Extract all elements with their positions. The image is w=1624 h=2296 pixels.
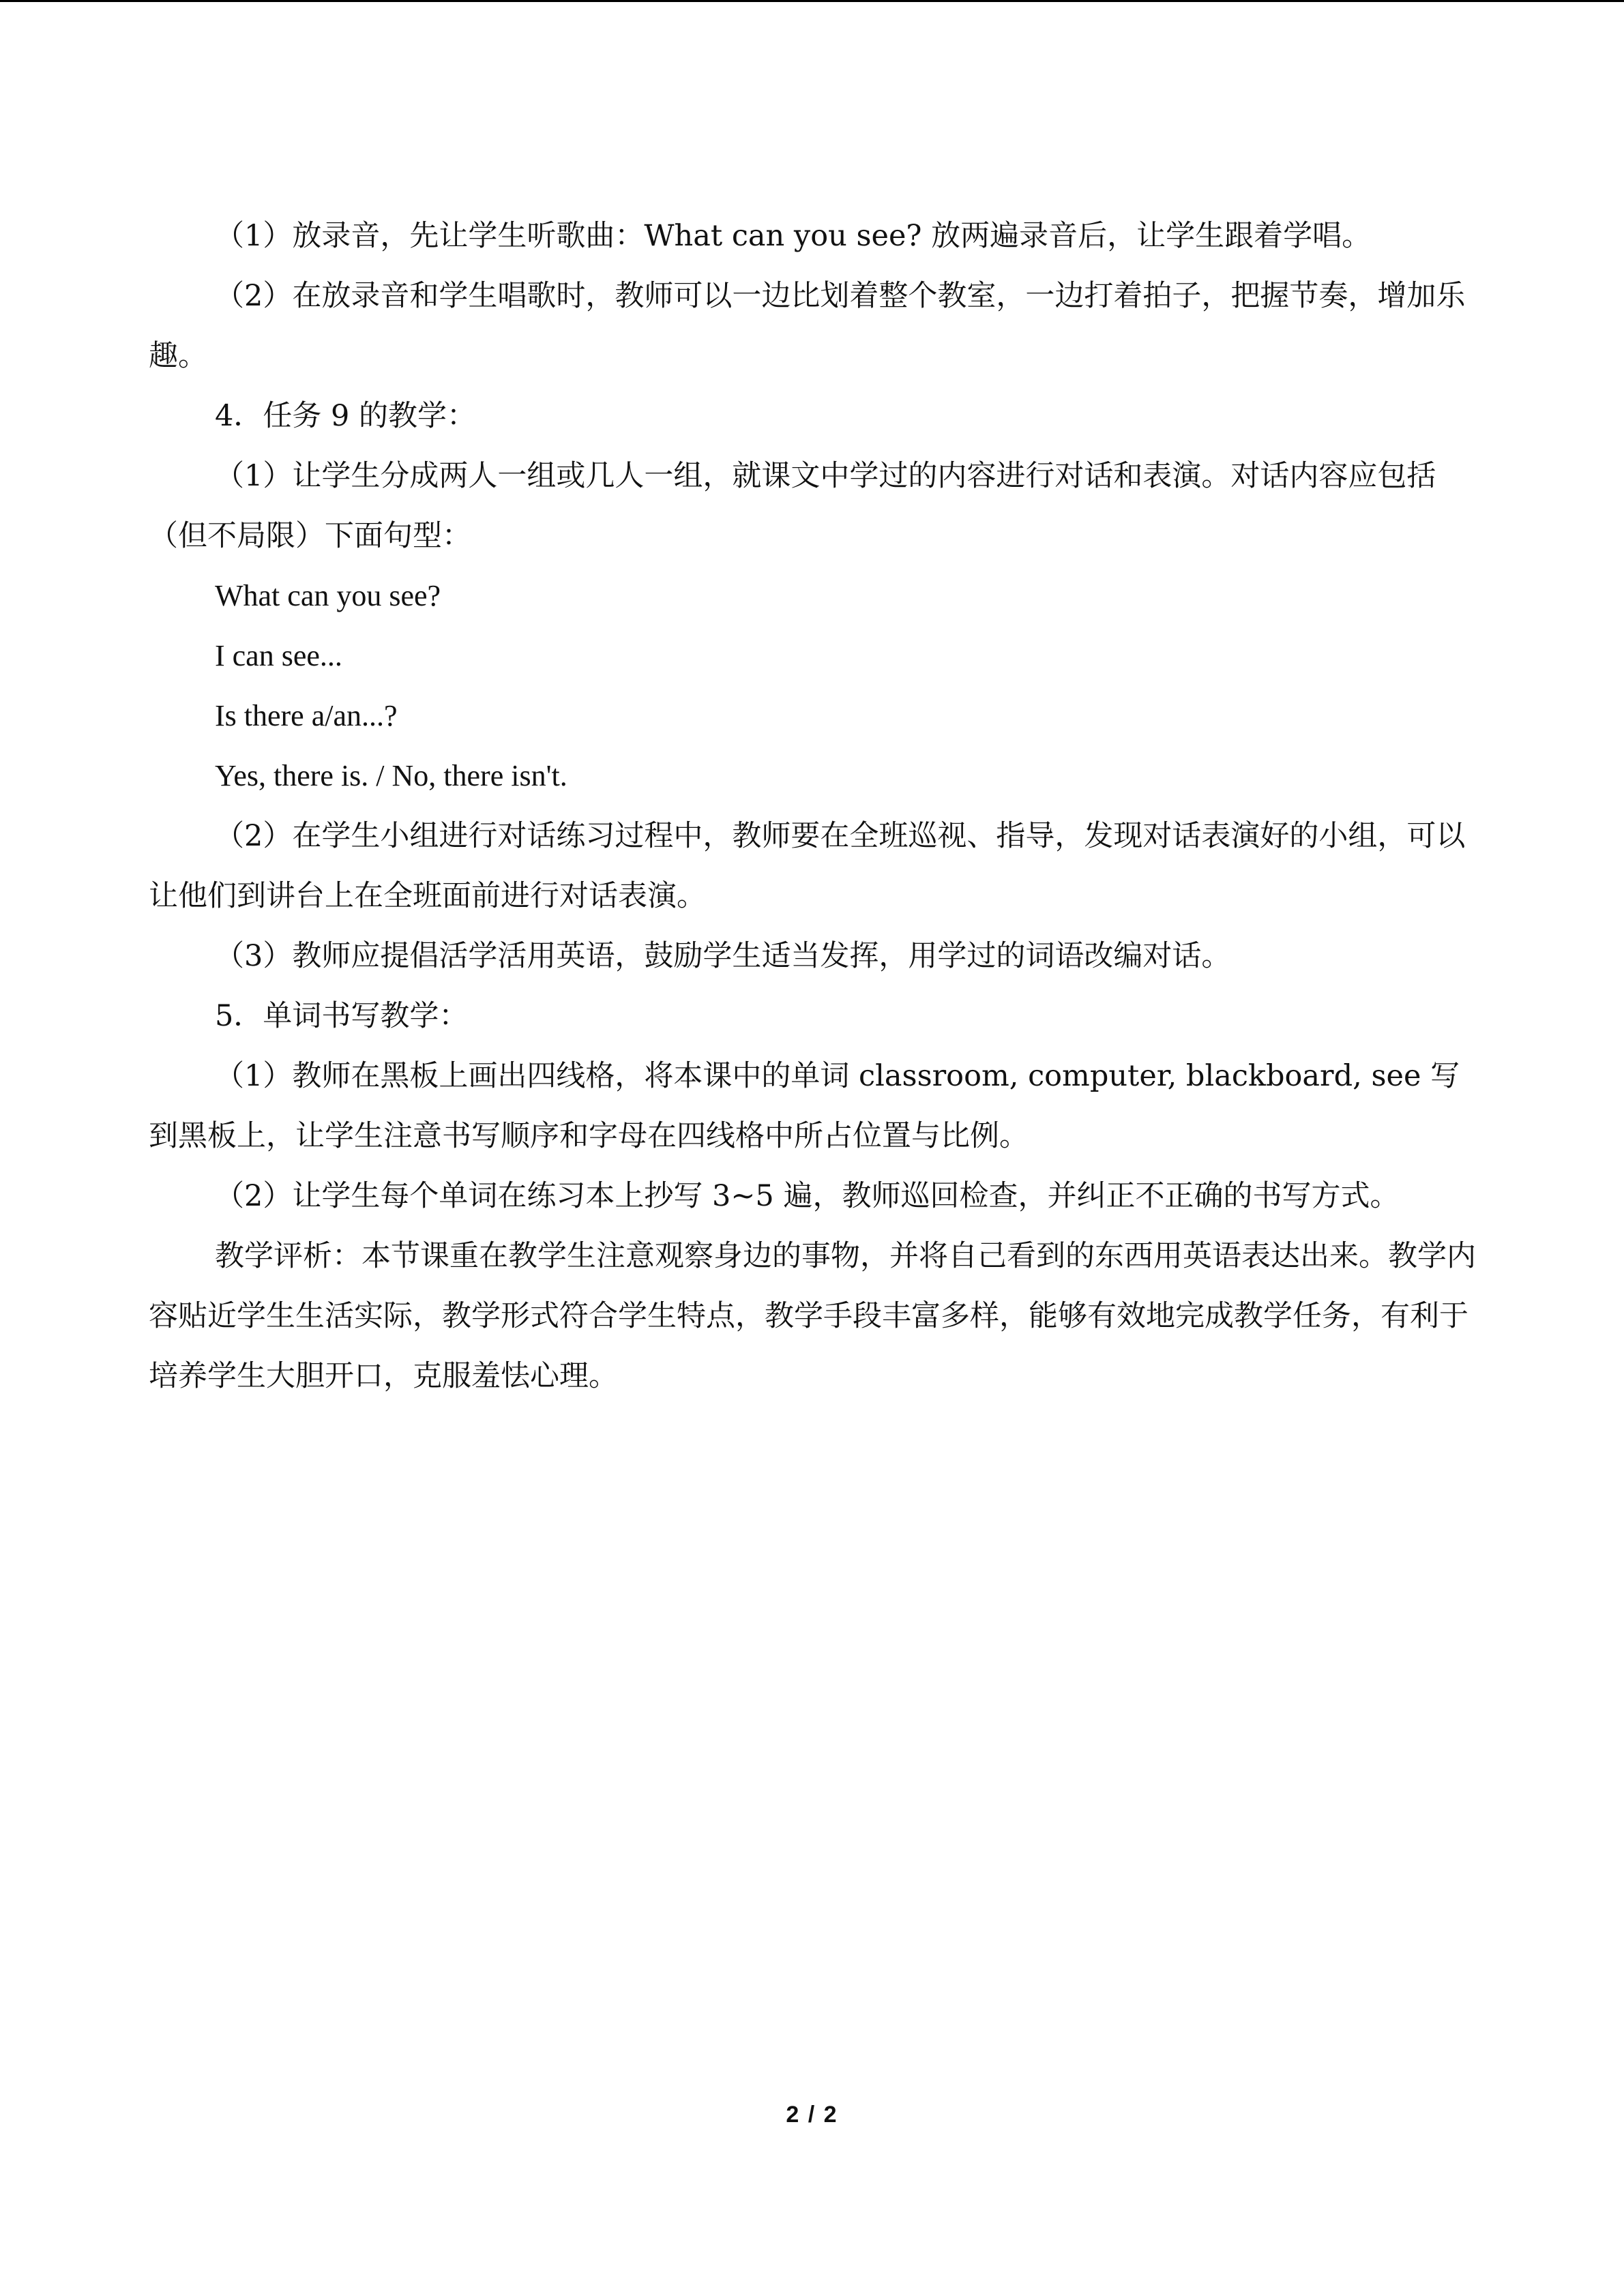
paragraph-four-line-grid: （1）教师在黑板上画出四线格，将本课中的单词 classroom, computer, blackboard, see 写到黑板上，让学生注意书写顺序和字母在四线格中所占位置与比例。 (149, 1059, 1460, 1153)
paragraph-dialogue-groups: （1）让学生分成两人一组或几人一组，就课文中学过的内容进行对话和表演。对话内容应包括（但不局限）下面句型： (149, 459, 1436, 553)
sentence-pattern-4: Yes, there is. / No, there isn't. (215, 759, 567, 792)
sentence-pattern-3: Is there a/an...? (215, 699, 398, 732)
paragraph-song-rhythm: （2）在放录音和学生唱歌时，教师可以一边比划着整个教室，一边打着拍子，把握节奏，增加乐趣。 (149, 279, 1466, 373)
paragraph-copy-practice: （2）让学生每个单词在练习本上抄写 3~5 遍，教师巡回检查，并纠正不正确的书写方式。 (215, 1179, 1400, 1213)
heading-task-9: 4．任务 9 的教学： (215, 399, 477, 433)
paragraph-song-listening: （1）放录音，先让学生听歌曲：What can you see? 放两遍录音后，让学生跟着学唱。 (215, 219, 1372, 253)
page-number: 2 / 2 (786, 2102, 838, 2128)
top-border-line (0, 0, 1624, 2)
heading-word-writing: 5．单词书写教学： (215, 999, 469, 1033)
paragraph-teacher-patrol: （2）在学生小组进行对话练习过程中，教师要在全班巡视、指导，发现对话表演好的小组，可以让他们到讲台上在全班面前进行对话表演。 (149, 819, 1466, 913)
document-page-body (149, 206, 1479, 1406)
paragraph-flexible-english: （3）教师应提倡活学活用英语，鼓励学生适当发挥，用学过的词语改编对话。 (215, 939, 1231, 973)
sentence-pattern-1: What can you see? (215, 579, 441, 612)
paragraph-teaching-evaluation: 教学评析：本节课重在教学生注意观察身边的事物，并将自己看到的东西用英语表达出来。教学内容贴近学生生活实际，教学形式符合学生特点，教学手段丰富多样，能够有效地完成教学任务，有利于培养学生大胆开口，克服羞怯心理。 (149, 1239, 1476, 1393)
sentence-pattern-2: I can see... (215, 639, 342, 672)
